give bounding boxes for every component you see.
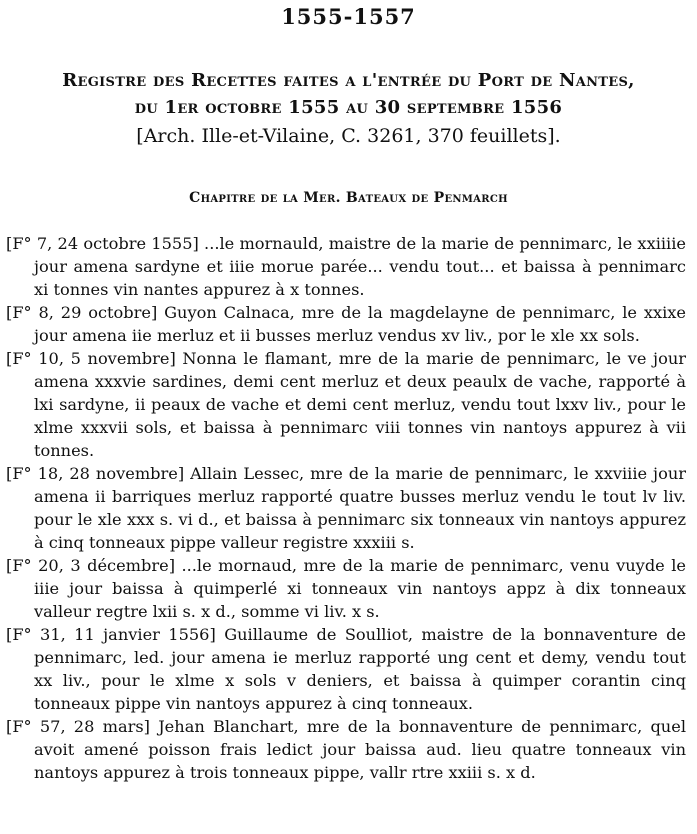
entry-text: Guillaume de Soulliot, maistre de la bonnaventure de pennimarc, led. jour amena ie merluz rapporté ung cent et demy, vendu tout xx liv., pour le xlme x sols v deniers, et baissa à quimper corantin cinq tonneaux pippe vin nantoys appurez à cinq tonneaux. — [34, 625, 687, 713]
entry-text: Allain Lessec, mre de la marie de pennimarc, le xxviiie jour amena ii barriques merluz rapporté quatre busses merluz vendu le tout lv liv. pour le xle xxx s. vi d., et baissa à pennimarc six tonneaux vin nantoys appurez à cinq tonneaux pippe valleur registre xxxiii s. — [34, 464, 686, 552]
page-years: 1555-1557 — [281, 4, 416, 29]
entry — [6, 347, 686, 462]
archive-reference: [Arch. Ille-et-Vilaine, C. 3261, 370 feuillets]. — [136, 125, 561, 147]
chapter-heading: Chapitre de la Mer. Bateaux de Penmarch — [189, 190, 508, 206]
entry-text: ...le mornauld, maistre de la marie de pennimarc, le xxiiiie jour amena sardyne et iiie morue parée... vendu tout... et baissa à pennimarc xi tonnes vin nantes appurez à x tonnes. — [34, 234, 686, 299]
register-dates: du 1er octobre 1555 au 30 septembre 1556 — [134, 97, 563, 118]
entry — [6, 462, 686, 554]
entry-ref: [F° 18, 28 novembre] — [6, 464, 185, 483]
entry-ref: [F° 57, 28 mars] — [6, 717, 150, 736]
entry — [6, 623, 686, 715]
entry-ref: [F° 7, 24 octobre 1555] — [6, 234, 199, 253]
register-title: Registre des Recettes faites a l'entrée du Port de Nantes, — [62, 70, 635, 91]
entry-text: Jehan Blanchart, mre de la bonnaventure de pennimarc, quel avoit amené poisson frais ledict jour baissa aud. lieu quatre tonneaux vin nantoys appurez à trois tonneaux pippe, vallr rtre xxiii s. x d. — [34, 717, 686, 782]
entry-ref: [F° 20, 3 décembre] — [6, 556, 176, 575]
entry — [6, 715, 686, 784]
entry-text: Nonna le flamant, mre de la marie de pennimarc, le ve jour amena xxxvie sardines, demi cent merluz et deux peaulx de vache, rapporté à lxi sardyne, ii peaux de vache et demi cent merluz, vendu tout lxxv liv., pour le xlme xxxvii sols, et baissa à pennimarc viii tonnes vin nantoys appurez à vii tonnes. — [34, 349, 686, 460]
entry-ref: [F° 31, 11 janvier 1556] — [6, 625, 216, 644]
entries-list — [6, 232, 686, 784]
entry-ref: [F° 8, 29 octobre] — [6, 303, 158, 322]
entry — [6, 554, 686, 623]
entry-text: Guyon Calnaca, mre de la magdelayne de pennimarc, le xxixe jour amena iie merluz et ii busses merluz vendus xv liv., por le xle xx sols. — [34, 303, 686, 345]
entry-ref: [F° 10, 5 novembre] — [6, 349, 176, 368]
entry — [6, 301, 686, 347]
entry — [6, 232, 686, 301]
entry-text: ...le mornaud, mre de la marie de pennimarc, venu vuyde le iiie jour baissa à quimperlé xi tonneaux vin nantoys appz à dix tonneaux valleur regtre lxii s. x d., somme vi liv. x s. — [34, 556, 686, 621]
